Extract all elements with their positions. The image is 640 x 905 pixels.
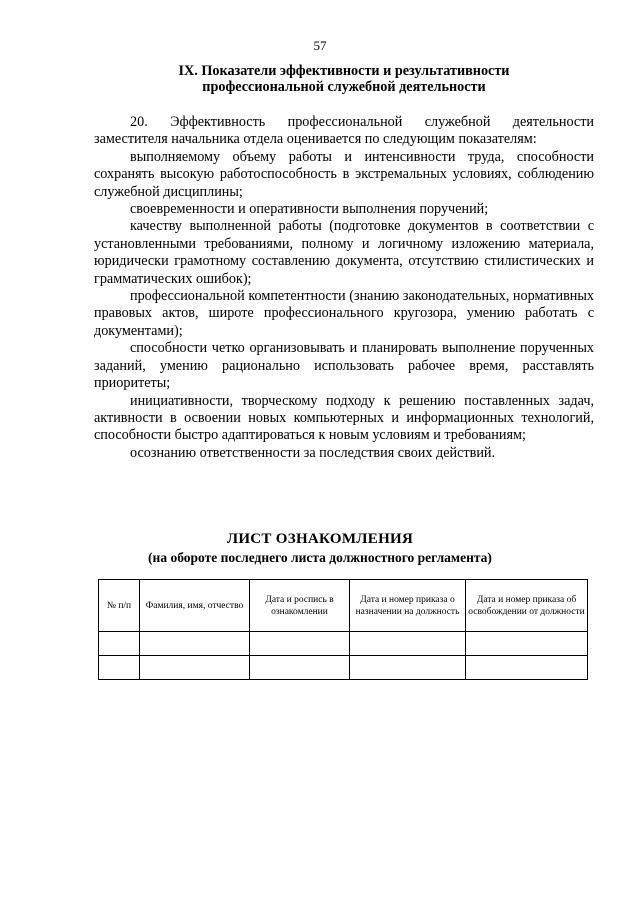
table-cell <box>350 632 466 656</box>
paragraph-indicator: способности четко организовывать и планировать выполнение порученных заданий, умению рационально использовать рабочее время, расставлять приоритеты; <box>94 340 594 392</box>
table-cell <box>140 632 250 656</box>
table-cell <box>350 656 466 680</box>
table-cell <box>250 656 350 680</box>
table-row <box>99 656 588 680</box>
page-number: 57 <box>313 38 327 53</box>
table-row <box>99 632 588 656</box>
acknowledgement-table <box>98 579 588 680</box>
header-signature-date: Дата и роспись в ознакомлении <box>250 580 350 632</box>
paragraph-indicator: качеству выполненной работы (подготовке документов в соответствии с установленными требованиями, полному и логичному изложению материала, юридически грамотному составлению документа, отсутствию стилистических и грамматических ошибок); <box>94 218 594 287</box>
acknowledgement-title: ЛИСТ ОЗНАКОМЛЕНИЯ <box>226 531 414 547</box>
paragraph-intro: 20. Эффективность профессиональной служебной деятельности заместителя начальника отдела оценивается по следующим показателям: <box>94 114 594 148</box>
header-number: № п/п <box>99 580 140 632</box>
section-title-line-1: IX. Показатели эффективности и результативности <box>178 63 510 79</box>
section-title <box>94 63 594 95</box>
header-release-order: Дата и номер приказа об освобождении от должности <box>466 580 588 632</box>
table-cell <box>466 632 588 656</box>
table-cell <box>99 656 140 680</box>
paragraph-indicator: инициативности, творческому подходу к решению поставленных задач, активности в освоении новых компьютерных и информационных технологий, способности быстро адаптироваться к новым условиям и требованиям; <box>94 392 594 444</box>
paragraph-indicator: своевременности и оперативности выполнения поручений; <box>130 201 489 218</box>
table-cell <box>466 656 588 680</box>
acknowledgement-subtitle: (на обороте последнего листа должностного регламента) <box>148 550 492 565</box>
header-full-name: Фамилия, имя, отчество <box>140 580 250 632</box>
indicators-text <box>94 114 594 462</box>
paragraph-indicator: выполняемому объему работы и интенсивности труда, способности сохранять высокую работоспособность в экстремальных условиях, соблюдению служебной дисциплины; <box>94 148 594 200</box>
table-cell <box>99 632 140 656</box>
paragraph-indicator: осознанию ответственности за последствия своих действий. <box>130 444 496 461</box>
paragraph-indicator: профессиональной компетентности (знанию законодательных, нормативных правовых актов, широте профессионального кругозора, умению работать с документами); <box>94 288 594 339</box>
table-header-row <box>99 580 588 632</box>
table-cell <box>250 632 350 656</box>
section-title-line-2: профессиональной служебной деятельности <box>202 79 486 95</box>
table-cell <box>140 656 250 680</box>
header-appointment-order: Дата и номер приказа о назначении на должность <box>350 580 466 632</box>
